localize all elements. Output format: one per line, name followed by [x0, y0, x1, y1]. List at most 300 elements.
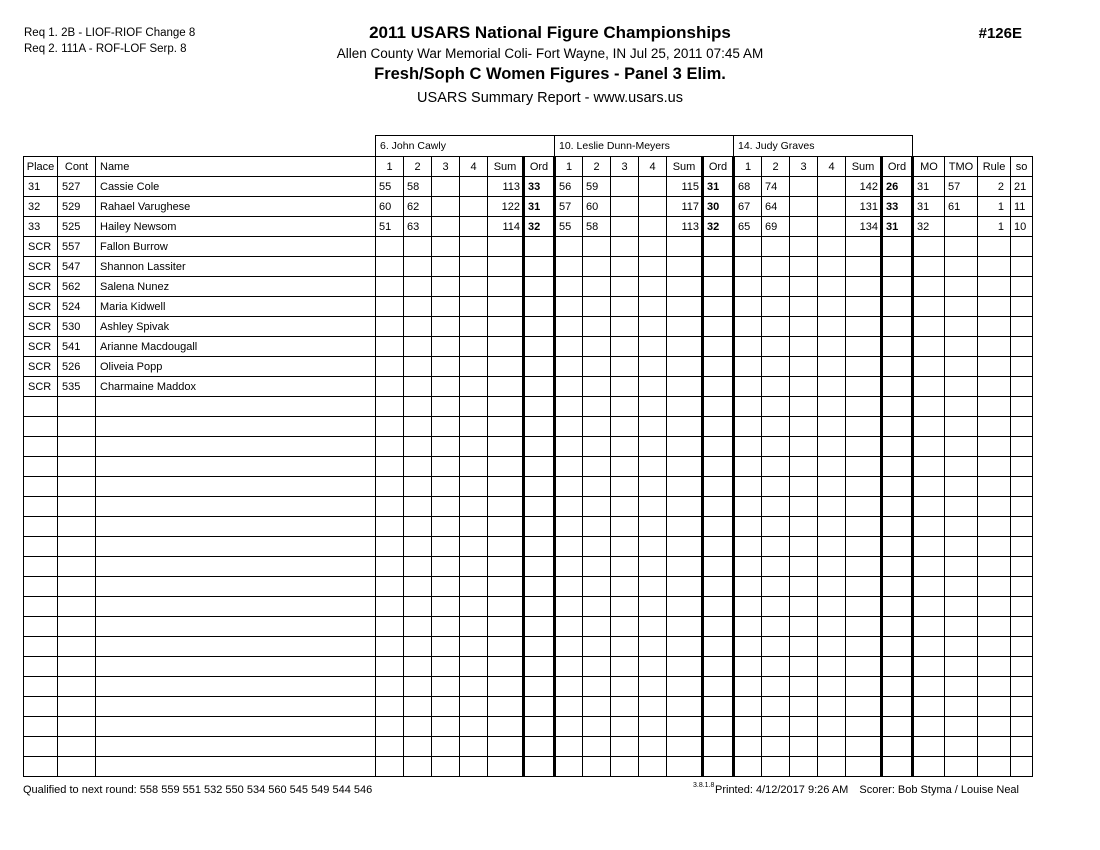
cell-mo — [913, 657, 945, 677]
cell-j1-trial1 — [376, 297, 404, 317]
cell-mo — [913, 237, 945, 257]
cell-j3-trial4 — [818, 477, 846, 497]
cell-j3-trial4 — [818, 257, 846, 277]
table-row — [24, 517, 1033, 537]
cell-j3-trial4 — [818, 757, 846, 777]
cell-j1-trial2 — [404, 297, 432, 317]
cell-j3-sum — [846, 377, 882, 397]
cell-j1-trial2 — [404, 457, 432, 477]
cell-j1-ord — [524, 257, 555, 277]
cell-j1-trial2 — [404, 517, 432, 537]
cell-j3-trial3 — [790, 637, 818, 657]
col-header-j1-ord: Ord — [524, 157, 555, 177]
cell-j1-sum — [488, 637, 524, 657]
title-block — [0, 23, 1100, 106]
cell-j3-trial2 — [762, 317, 790, 337]
cell-j3-sum — [846, 237, 882, 257]
cell-j3-ord — [882, 297, 913, 317]
cell-place — [24, 557, 58, 577]
cell-j2-trial4 — [639, 197, 667, 217]
cell-name: Maria Kidwell — [96, 297, 376, 317]
table-row — [24, 697, 1033, 717]
cell-j3-sum — [846, 297, 882, 317]
cell-j2-trial1 — [555, 617, 583, 637]
cell-j3-sum — [846, 637, 882, 657]
cell-j3-trial1 — [734, 297, 762, 317]
table-row — [24, 237, 1033, 257]
cell-j3-trial3 — [790, 177, 818, 197]
col-header-j3-sum: Sum — [846, 157, 882, 177]
cell-j1-trial4 — [460, 437, 488, 457]
cell-j3-trial1 — [734, 277, 762, 297]
table-row — [24, 377, 1033, 397]
table-row — [24, 397, 1033, 417]
cell-mo — [913, 477, 945, 497]
cell-j3-trial2 — [762, 577, 790, 597]
cell-rule: 2 — [978, 177, 1011, 197]
cell-mo — [913, 597, 945, 617]
cell-j3-trial1: 65 — [734, 217, 762, 237]
col-header-j1-trial2: 2 — [404, 157, 432, 177]
cell-so — [1011, 417, 1033, 437]
cell-j3-trial1 — [734, 397, 762, 417]
cell-name — [96, 617, 376, 637]
cell-j1-trial3 — [432, 257, 460, 277]
cell-j3-ord — [882, 537, 913, 557]
cell-j2-trial2: 58 — [583, 217, 611, 237]
cell-j3-trial4 — [818, 697, 846, 717]
cell-j2-trial2 — [583, 617, 611, 637]
cell-tmo — [945, 417, 978, 437]
cell-j1-sum — [488, 737, 524, 757]
cell-j1-trial3 — [432, 417, 460, 437]
cell-mo — [913, 317, 945, 337]
cell-cont — [58, 457, 96, 477]
cell-j3-trial4 — [818, 577, 846, 597]
cell-j3-trial1 — [734, 697, 762, 717]
cell-j2-ord — [703, 317, 734, 337]
cell-j2-ord — [703, 397, 734, 417]
cell-j3-trial1 — [734, 437, 762, 457]
cell-j1-ord — [524, 237, 555, 257]
cell-j1-trial2: 58 — [404, 177, 432, 197]
cell-j3-trial3 — [790, 257, 818, 277]
cell-j2-trial3 — [611, 237, 639, 257]
cell-j3-sum — [846, 257, 882, 277]
cell-so — [1011, 317, 1033, 337]
cell-j2-trial2 — [583, 577, 611, 597]
cell-j1-trial1 — [376, 237, 404, 257]
cell-j1-trial4 — [460, 337, 488, 357]
cell-j2-sum — [667, 257, 703, 277]
cell-j3-trial4 — [818, 677, 846, 697]
cell-j2-sum — [667, 517, 703, 537]
cell-j1-ord — [524, 377, 555, 397]
cell-j2-trial1 — [555, 637, 583, 657]
cell-j2-trial3 — [611, 217, 639, 237]
cell-mo — [913, 377, 945, 397]
cell-j2-sum: 117 — [667, 197, 703, 217]
cell-j2-trial4 — [639, 297, 667, 317]
cell-j1-sum — [488, 357, 524, 377]
cell-j1-trial2 — [404, 357, 432, 377]
cell-j3-ord — [882, 237, 913, 257]
cell-place — [24, 617, 58, 637]
cell-j2-sum — [667, 357, 703, 377]
cell-rule — [978, 677, 1011, 697]
cell-so — [1011, 557, 1033, 577]
cell-j2-sum — [667, 377, 703, 397]
cell-mo — [913, 517, 945, 537]
cell-j3-trial2 — [762, 717, 790, 737]
cell-j3-sum — [846, 597, 882, 617]
cell-place: SCR — [24, 377, 58, 397]
cell-j3-trial2 — [762, 657, 790, 677]
cell-j1-trial4 — [460, 457, 488, 477]
cell-j1-ord — [524, 357, 555, 377]
cell-j3-sum — [846, 277, 882, 297]
cell-tmo — [945, 257, 978, 277]
cell-j3-trial3 — [790, 237, 818, 257]
cell-so — [1011, 757, 1033, 777]
cell-j1-trial4 — [460, 657, 488, 677]
cell-j3-trial3 — [790, 677, 818, 697]
cell-place — [24, 757, 58, 777]
cell-j2-sum — [667, 577, 703, 597]
cell-j1-trial2 — [404, 477, 432, 497]
cell-j2-ord — [703, 737, 734, 757]
cell-tmo — [945, 357, 978, 377]
cell-rule — [978, 737, 1011, 757]
cell-rule — [978, 397, 1011, 417]
cell-tmo — [945, 237, 978, 257]
cell-name — [96, 657, 376, 677]
cell-j3-trial3 — [790, 357, 818, 377]
cell-j1-ord — [524, 557, 555, 577]
cell-j1-trial1 — [376, 317, 404, 337]
cell-j1-trial4 — [460, 257, 488, 277]
cell-j1-trial2 — [404, 677, 432, 697]
cell-j2-trial3 — [611, 497, 639, 517]
cell-mo — [913, 697, 945, 717]
cell-j1-sum: 114 — [488, 217, 524, 237]
cell-place: 31 — [24, 177, 58, 197]
cell-j3-sum — [846, 437, 882, 457]
cell-j2-trial4 — [639, 317, 667, 337]
cell-j3-trial2 — [762, 337, 790, 357]
cell-j3-ord — [882, 737, 913, 757]
col-header-j2-ord: Ord — [703, 157, 734, 177]
cell-j1-sum — [488, 537, 524, 557]
col-header-j1-trial3: 3 — [432, 157, 460, 177]
cell-j1-trial1 — [376, 677, 404, 697]
cell-j3-trial2 — [762, 757, 790, 777]
cell-j1-ord — [524, 397, 555, 417]
cell-j2-trial1 — [555, 497, 583, 517]
cell-j2-trial3 — [611, 637, 639, 657]
cell-j2-sum — [667, 637, 703, 657]
cell-j2-trial1 — [555, 397, 583, 417]
cell-rule — [978, 417, 1011, 437]
cell-j2-ord — [703, 617, 734, 637]
cell-so — [1011, 237, 1033, 257]
cell-j1-trial2: 63 — [404, 217, 432, 237]
cell-j3-trial2 — [762, 597, 790, 617]
cell-so — [1011, 397, 1033, 417]
cell-j2-trial3 — [611, 477, 639, 497]
cell-cont: 547 — [58, 257, 96, 277]
cell-j2-trial2 — [583, 517, 611, 537]
cell-cont — [58, 657, 96, 677]
cell-place — [24, 737, 58, 757]
cell-tmo — [945, 577, 978, 597]
table-row — [24, 297, 1033, 317]
cell-j3-trial1 — [734, 617, 762, 637]
cell-j1-ord — [524, 277, 555, 297]
cell-j1-trial1 — [376, 537, 404, 557]
cell-tmo — [945, 497, 978, 517]
cell-place — [24, 517, 58, 537]
cell-mo: 31 — [913, 177, 945, 197]
cell-j1-trial2 — [404, 617, 432, 637]
cell-j3-trial1 — [734, 677, 762, 697]
cell-j1-ord — [524, 437, 555, 457]
cell-mo — [913, 497, 945, 517]
cell-name: Salena Nunez — [96, 277, 376, 297]
cell-mo: 31 — [913, 197, 945, 217]
cell-name — [96, 437, 376, 457]
cell-j1-trial3 — [432, 757, 460, 777]
cell-cont — [58, 397, 96, 417]
cell-cont: 527 — [58, 177, 96, 197]
cell-j2-trial3 — [611, 317, 639, 337]
cell-j1-trial1 — [376, 477, 404, 497]
cell-name: Cassie Cole — [96, 177, 376, 197]
cell-j3-ord — [882, 557, 913, 577]
cell-j3-trial2 — [762, 437, 790, 457]
cell-j2-trial3 — [611, 197, 639, 217]
cell-j3-ord — [882, 577, 913, 597]
cell-mo — [913, 557, 945, 577]
cell-j3-trial1 — [734, 417, 762, 437]
cell-place: SCR — [24, 237, 58, 257]
cell-cont: 525 — [58, 217, 96, 237]
column-header-row — [24, 157, 1033, 177]
cell-j3-trial2 — [762, 557, 790, 577]
cell-j2-trial2 — [583, 637, 611, 657]
cell-mo — [913, 337, 945, 357]
cell-j2-trial4 — [639, 397, 667, 417]
cell-cont — [58, 677, 96, 697]
cell-j3-sum — [846, 417, 882, 437]
cell-j3-trial2 — [762, 697, 790, 717]
cell-j3-trial3 — [790, 697, 818, 717]
cell-j1-ord: 32 — [524, 217, 555, 237]
cell-j1-trial3 — [432, 657, 460, 677]
cell-j1-trial4 — [460, 217, 488, 237]
cell-j2-trial4 — [639, 757, 667, 777]
cell-j1-trial3 — [432, 377, 460, 397]
cell-j2-trial2 — [583, 337, 611, 357]
cell-j1-ord — [524, 597, 555, 617]
cell-j3-trial2: 69 — [762, 217, 790, 237]
cell-j1-sum — [488, 617, 524, 637]
score-table — [23, 135, 1033, 777]
cell-mo: 32 — [913, 217, 945, 237]
cell-so — [1011, 377, 1033, 397]
cell-j2-trial1 — [555, 277, 583, 297]
cell-j1-sum — [488, 437, 524, 457]
cell-name: Fallon Burrow — [96, 237, 376, 257]
cell-j1-trial4 — [460, 757, 488, 777]
cell-j2-trial2 — [583, 437, 611, 457]
cell-j2-trial2 — [583, 477, 611, 497]
cell-so — [1011, 277, 1033, 297]
cell-j3-trial1 — [734, 717, 762, 737]
cell-j1-sum — [488, 557, 524, 577]
cell-place: SCR — [24, 317, 58, 337]
cell-cont: 557 — [58, 237, 96, 257]
table-row — [24, 717, 1033, 737]
cell-j3-sum: 131 — [846, 197, 882, 217]
judge-3-header: 14. Judy Graves — [734, 136, 913, 157]
table-row — [24, 217, 1033, 237]
cell-j3-sum — [846, 497, 882, 517]
cell-j1-trial4 — [460, 697, 488, 717]
cell-j2-trial3 — [611, 397, 639, 417]
cell-j1-trial2 — [404, 697, 432, 717]
cell-j1-trial2 — [404, 717, 432, 737]
cell-j1-ord — [524, 477, 555, 497]
cell-tmo — [945, 717, 978, 737]
cell-j2-trial4 — [639, 437, 667, 457]
cell-j2-ord — [703, 757, 734, 777]
cell-j1-ord — [524, 697, 555, 717]
col-header-mo: MO — [913, 157, 945, 177]
cell-cont — [58, 637, 96, 657]
cell-j2-trial4 — [639, 417, 667, 437]
cell-j2-sum — [667, 537, 703, 557]
cell-j1-trial4 — [460, 537, 488, 557]
cell-j2-ord — [703, 277, 734, 297]
cell-j1-sum — [488, 337, 524, 357]
cell-j2-sum — [667, 337, 703, 357]
cell-so — [1011, 517, 1033, 537]
cell-j3-trial4 — [818, 497, 846, 517]
cell-j1-trial3 — [432, 737, 460, 757]
cell-j2-trial1 — [555, 697, 583, 717]
cell-j3-trial3 — [790, 737, 818, 757]
col-header-place: Place — [24, 157, 58, 177]
col-header-j1-trial1: 1 — [376, 157, 404, 177]
cell-j3-trial2 — [762, 617, 790, 637]
cell-tmo — [945, 377, 978, 397]
cell-j1-trial4 — [460, 317, 488, 337]
cell-j3-ord — [882, 257, 913, 277]
cell-j2-trial4 — [639, 737, 667, 757]
cell-j3-trial2 — [762, 677, 790, 697]
cell-mo — [913, 277, 945, 297]
cell-cont — [58, 517, 96, 537]
cell-j1-sum — [488, 597, 524, 617]
cell-j3-ord — [882, 637, 913, 657]
cell-j2-trial4 — [639, 517, 667, 537]
cell-rule — [978, 317, 1011, 337]
cell-j3-ord — [882, 437, 913, 457]
cell-j3-sum — [846, 457, 882, 477]
cell-place — [24, 697, 58, 717]
cell-j2-trial2 — [583, 537, 611, 557]
cell-j1-trial4 — [460, 177, 488, 197]
cell-j1-ord — [524, 677, 555, 697]
cell-cont — [58, 617, 96, 637]
cell-j2-trial2 — [583, 457, 611, 477]
cell-j3-trial2 — [762, 517, 790, 537]
cell-j1-ord — [524, 717, 555, 737]
cell-j3-trial4 — [818, 357, 846, 377]
cell-j3-trial4 — [818, 177, 846, 197]
cell-j1-trial1 — [376, 357, 404, 377]
cell-j3-trial1 — [734, 757, 762, 777]
cell-j3-trial3 — [790, 577, 818, 597]
cell-j3-trial4 — [818, 197, 846, 217]
cell-cont — [58, 437, 96, 457]
col-header-j3-trial4: 4 — [818, 157, 846, 177]
cell-place — [24, 677, 58, 697]
col-header-j3-trial1: 1 — [734, 157, 762, 177]
judge-row-spacer-right — [913, 136, 1033, 157]
table-row — [24, 337, 1033, 357]
cell-j1-trial3 — [432, 497, 460, 517]
cell-j1-trial4 — [460, 197, 488, 217]
cell-rule — [978, 237, 1011, 257]
cell-j2-trial1 — [555, 237, 583, 257]
cell-cont — [58, 757, 96, 777]
qualified-line: Qualified to next round: 558 559 551 532 550 534 560 545 549 544 546 — [23, 784, 373, 796]
cell-j3-ord — [882, 677, 913, 697]
cell-j1-ord — [524, 317, 555, 337]
cell-j2-ord — [703, 257, 734, 277]
cell-j3-sum — [846, 337, 882, 357]
cell-j3-ord — [882, 717, 913, 737]
cell-j1-trial2 — [404, 397, 432, 417]
cell-j1-sum — [488, 297, 524, 317]
cell-j3-trial1 — [734, 597, 762, 617]
cell-j2-trial4 — [639, 377, 667, 397]
cell-j1-trial4 — [460, 577, 488, 597]
cell-j3-trial4 — [818, 657, 846, 677]
cell-so — [1011, 457, 1033, 477]
cell-j3-trial4 — [818, 417, 846, 437]
cell-place: SCR — [24, 337, 58, 357]
col-header-j1-trial4: 4 — [460, 157, 488, 177]
cell-mo — [913, 397, 945, 417]
cell-j2-trial4 — [639, 717, 667, 737]
cell-mo — [913, 537, 945, 557]
cell-j3-trial4 — [818, 597, 846, 617]
col-header-j2-trial4: 4 — [639, 157, 667, 177]
cell-j1-sum — [488, 397, 524, 417]
col-header-name: Name — [96, 157, 376, 177]
cell-so: 11 — [1011, 197, 1033, 217]
cell-j1-trial3 — [432, 597, 460, 617]
cell-j1-sum — [488, 417, 524, 437]
cell-j2-trial4 — [639, 677, 667, 697]
cell-j1-sum — [488, 577, 524, 597]
cell-j3-ord: 33 — [882, 197, 913, 217]
col-header-j3-trial3: 3 — [790, 157, 818, 177]
cell-rule — [978, 597, 1011, 617]
